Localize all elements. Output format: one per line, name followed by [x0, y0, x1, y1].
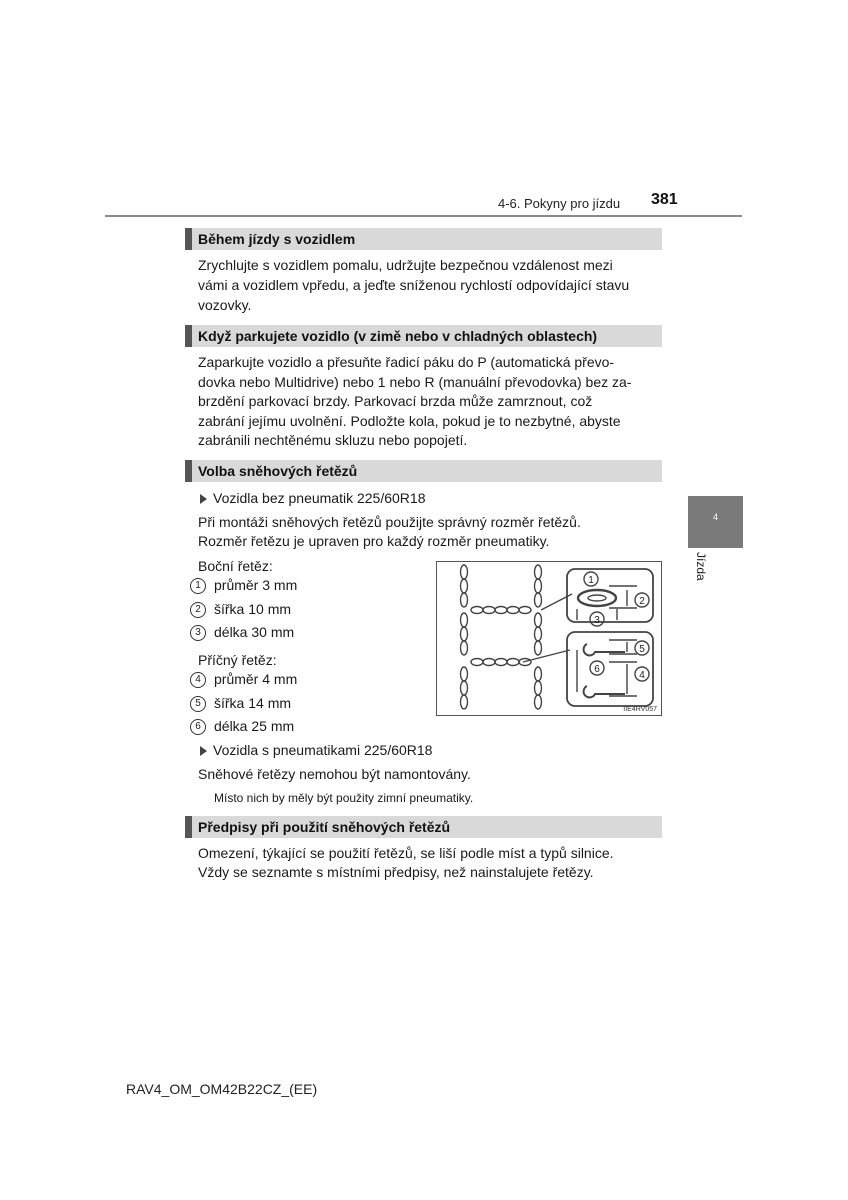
paragraph-line: dovka nebo Multidrive) nebo 1 nebo R (manuální převodovka) bez za-: [198, 374, 632, 390]
bullet-item: [200, 741, 432, 759]
cross-chain-bottom: [471, 659, 531, 666]
section-heading-snow-chains: Volba sněhových řetězů: [185, 460, 662, 482]
bullet-text: Vozidla bez pneumatik 225/60R18: [213, 490, 426, 506]
paragraph-line: vámi a vozidlem vpředu, a jeďte sníženou rychlostí odpovídající stavu: [198, 277, 630, 293]
cross-chain-label: Příčný řetěz:: [198, 652, 277, 668]
header-divider: [105, 215, 742, 217]
chapter-number: 4: [712, 512, 718, 522]
diagram-code: IIE4RV057: [623, 706, 657, 713]
section-heading-parking: Když parkujete vozidlo (v zimě nebo v chladných oblastech): [185, 325, 662, 347]
spec-number: 5: [190, 696, 206, 712]
section-heading-driving: Během jízdy s vozidlem: [185, 228, 662, 250]
callout-2: 2: [639, 596, 645, 607]
callout-1: 1: [588, 575, 594, 586]
header-section-title: 4-6. Pokyny pro jízdu: [498, 196, 621, 211]
sub-note: Místo nich by měly být použity zimní pneumatiky.: [214, 791, 474, 805]
paragraph-line: Omezení, týkající se použití řetězů, se liší podle míst a typů silnice.: [198, 845, 614, 861]
paragraph-line: Rozměr řetězu je upraven pro každý rozměr pneumatiky.: [198, 533, 550, 549]
spec-number: 3: [190, 625, 206, 641]
page-number: 381: [651, 191, 678, 208]
bullet-triangle-icon: [200, 494, 207, 504]
chapter-label-text: Jízda: [694, 552, 708, 581]
paragraph-line: zabrání jejímu uvolnění. Podložte kola, pokud je to nezbytné, abyste: [198, 413, 621, 429]
vertical-chain-left: [461, 565, 468, 709]
spec-number: 2: [190, 602, 206, 618]
callout-4: 4: [639, 670, 645, 681]
chain-illustration: [437, 562, 662, 716]
bullet-text: Vozidla s pneumatikami 225/60R18: [213, 742, 433, 758]
cross-chain-top: [471, 607, 531, 614]
footer-doc-code: RAV4_OM_OM42B22CZ_(EE): [126, 1081, 318, 1097]
paragraph-line: Zrychlujte s vozidlem pomalu, udržujte bezpečnou vzdálenost mezi: [198, 257, 613, 273]
spec-number: 6: [190, 719, 206, 735]
bullet-triangle-icon: [200, 746, 207, 756]
callout-3: 3: [594, 615, 600, 626]
bullet-item: [200, 489, 425, 507]
spec-text: průměr 4 mm: [214, 671, 298, 687]
spec-number: 4: [190, 672, 206, 688]
snow-chain-diagram: [436, 561, 662, 716]
callout-6: 6: [594, 664, 600, 675]
chapter-label: [690, 552, 714, 592]
paragraph-line: Sněhové řetězy nemohou být namontovány.: [198, 766, 471, 782]
spec-text: délka 25 mm: [214, 718, 295, 734]
paragraph-line: Vždy se seznamte s místními předpisy, než nainstalujete řetězy.: [198, 864, 594, 880]
paragraph-line: Zaparkujte vozidlo a přesuňte řadicí páku do P (automatická převo-: [198, 354, 615, 370]
spec-text: průměr 3 mm: [214, 577, 298, 593]
chapter-tab: [688, 496, 743, 548]
callout-5: 5: [639, 644, 645, 655]
spec-text: délka 30 mm: [214, 624, 295, 640]
spec-number: 1: [190, 578, 206, 594]
spec-text: šířka 14 mm: [214, 695, 292, 711]
paragraph-line: vozovky.: [198, 297, 252, 313]
paragraph-line: zabránili nechtěnému skluzu nebo popojetí.: [198, 432, 468, 448]
side-chain-label: Boční řetěz:: [198, 558, 273, 574]
paragraph-line: brzdění parkovací brzdy. Parkovací brzda může zamrznout, což: [198, 393, 593, 409]
vertical-chain-right: [535, 565, 542, 709]
spec-text: šířka 10 mm: [214, 601, 292, 617]
paragraph-line: Při montáži sněhových řetězů použijte správný rozměr řetězů.: [198, 514, 581, 530]
section-heading-regulations: Předpisy při použití sněhových řetězů: [185, 816, 662, 838]
